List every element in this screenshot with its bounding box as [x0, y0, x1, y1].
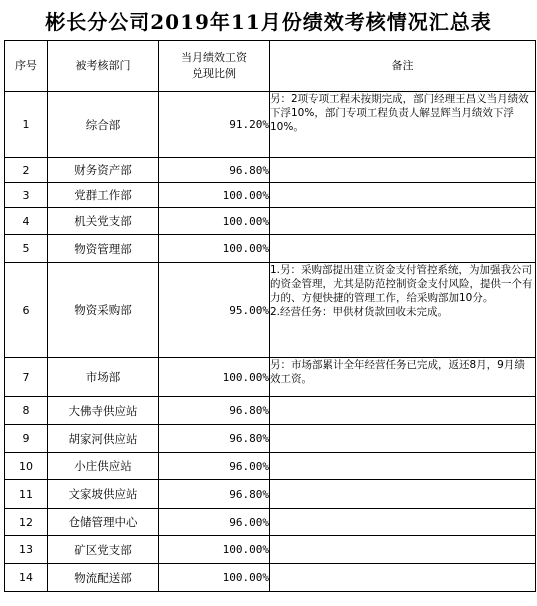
header-row — [5, 41, 536, 92]
cell-no: 9 — [5, 425, 48, 453]
cell-dept: 机关党支部 — [48, 208, 159, 235]
table-row — [5, 509, 536, 536]
cell-no: 10 — [5, 453, 48, 480]
table-row — [5, 263, 536, 358]
cell-ratio: 96.00% — [159, 453, 270, 480]
cell-note: 另：2项专项工程未按期完成，部门经理王昌义当月绩效下浮10%，部门专项工程负责人解昱辉当月绩效下浮10%。 — [270, 92, 536, 158]
cell-no: 6 — [5, 263, 48, 358]
cell-dept: 物资管理部 — [48, 235, 159, 263]
cell-ratio: 96.80% — [159, 425, 270, 453]
header-ratio — [159, 41, 270, 92]
cell-dept: 党群工作部 — [48, 183, 159, 208]
cell-ratio: 100.00% — [159, 208, 270, 235]
table-row — [5, 235, 536, 263]
cell-no: 5 — [5, 235, 48, 263]
cell-no: 14 — [5, 564, 48, 592]
cell-dept: 物流配送部 — [48, 564, 159, 592]
cell-ratio: 100.00% — [159, 235, 270, 263]
cell-ratio: 100.00% — [159, 183, 270, 208]
cell-note — [270, 183, 536, 208]
cell-note — [270, 235, 536, 263]
cell-no: 7 — [5, 358, 48, 397]
cell-dept: 物资采购部 — [48, 263, 159, 358]
page-title: 彬长分公司2019年11月份绩效考核情况汇总表 — [45, 9, 492, 34]
table-row — [5, 564, 536, 592]
header-ratio-line1: 当月绩效工资 — [181, 51, 247, 64]
cell-dept: 大佛寺供应站 — [48, 397, 159, 425]
cell-ratio: 96.80% — [159, 158, 270, 183]
cell-no: 8 — [5, 397, 48, 425]
cell-note — [270, 397, 536, 425]
table-row — [5, 397, 536, 425]
cell-ratio: 91.20% — [159, 92, 270, 158]
table-row — [5, 358, 536, 397]
cell-dept: 矿区党支部 — [48, 536, 159, 564]
table-row — [5, 183, 536, 208]
cell-note — [270, 536, 536, 564]
cell-note — [270, 158, 536, 183]
note-line-2: 2.经营任务：甲供材货款回收未完成。 — [270, 306, 449, 318]
cell-dept: 市场部 — [48, 358, 159, 397]
cell-no: 11 — [5, 480, 48, 509]
note-line-1: 1.另：采购部提出建立资金支付管控系统，为加强我公司的资金管理，尤其是防范控制资金支付风险，提供一个有力的、方便快捷的管理工作，给采购部加10分。 — [270, 264, 533, 304]
header-ratio-line2: 兑现比例 — [192, 67, 236, 80]
header-note: 备注 — [270, 41, 536, 92]
table-row — [5, 208, 536, 235]
cell-ratio: 100.00% — [159, 358, 270, 397]
table-row — [5, 480, 536, 509]
cell-note — [270, 564, 536, 592]
table-row — [5, 536, 536, 564]
header-dept: 被考核部门 — [48, 41, 159, 92]
cell-note — [270, 208, 536, 235]
cell-dept: 文家坡供应站 — [48, 480, 159, 509]
cell-no: 4 — [5, 208, 48, 235]
cell-ratio: 100.00% — [159, 564, 270, 592]
cell-dept: 胡家河供应站 — [48, 425, 159, 453]
cell-note — [270, 480, 536, 509]
table-row — [5, 92, 536, 158]
cell-ratio: 96.80% — [159, 397, 270, 425]
cell-dept: 财务资产部 — [48, 158, 159, 183]
cell-no: 13 — [5, 536, 48, 564]
header-no: 序号 — [5, 41, 48, 92]
cell-dept: 综合部 — [48, 92, 159, 158]
cell-note — [270, 453, 536, 480]
cell-no: 2 — [5, 158, 48, 183]
cell-note — [270, 263, 536, 358]
cell-dept: 小庄供应站 — [48, 453, 159, 480]
cell-ratio: 96.80% — [159, 480, 270, 509]
table-row — [5, 453, 536, 480]
cell-ratio: 96.00% — [159, 509, 270, 536]
cell-dept: 仓储管理中心 — [48, 509, 159, 536]
cell-no: 12 — [5, 509, 48, 536]
cell-note — [270, 509, 536, 536]
cell-no: 3 — [5, 183, 48, 208]
cell-ratio: 100.00% — [159, 536, 270, 564]
cell-no: 1 — [5, 92, 48, 158]
performance-table — [4, 40, 536, 592]
table-row — [5, 425, 536, 453]
table-row — [5, 158, 536, 183]
cell-ratio: 95.00% — [159, 263, 270, 358]
cell-note: 另：市场部累计全年经营任务已完成，返还8月，9月绩效工资。 — [270, 358, 536, 397]
cell-note — [270, 425, 536, 453]
